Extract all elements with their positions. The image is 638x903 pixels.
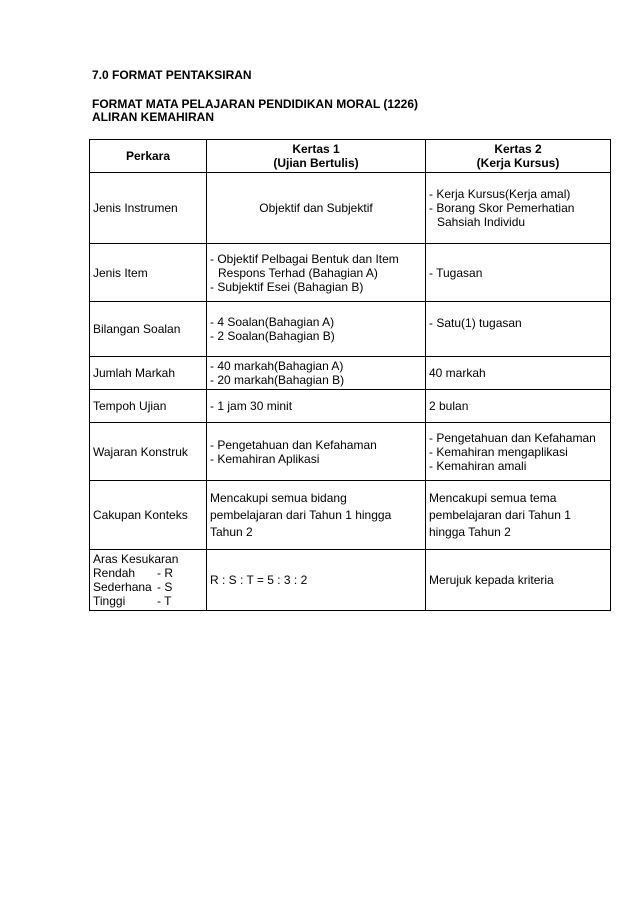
kertas-2-cell [426, 173, 611, 244]
table-row [90, 423, 611, 481]
stream-title: ALIRAN KEMAHIRAN [92, 110, 214, 124]
list-item: - 20 markah(Bahagian B) [210, 373, 422, 387]
row-label-aras [90, 550, 207, 611]
list-item: - 1 jam 30 minit [210, 399, 422, 413]
table-header-row [90, 140, 611, 173]
kertas-1-list [210, 359, 422, 387]
list-item: - 4 Soalan(Bahagian A) [210, 315, 422, 329]
row-label: Cakupan Konteks [90, 481, 207, 550]
kertas-2-list [429, 431, 607, 473]
aras-level-sederhana [93, 580, 203, 594]
table-row [90, 357, 611, 390]
aras-level-name: Rendah [93, 566, 136, 580]
row-label: Jumlah Markah [90, 357, 207, 390]
header-kertas-2-title: Kertas 2 [494, 142, 542, 156]
list-item: - Satu(1) tugasan [429, 316, 607, 330]
aras-level-name: Tinggi [93, 594, 126, 608]
header-kertas-1-subtitle: (Ujian Bertulis) [273, 156, 359, 170]
aras-title: Aras Kesukaran [93, 552, 179, 566]
aras-level-code: - S [157, 580, 173, 594]
list-item: - Objektif Pelbagai Bentuk dan Item Respons Terhad (Bahagian A) [210, 252, 422, 280]
header-kertas-1-title: Kertas 1 [292, 142, 340, 156]
table-row [90, 390, 611, 423]
assessment-format-table [89, 139, 611, 611]
section-title: 7.0 FORMAT PENTAKSIRAN [92, 68, 252, 82]
kertas-2-cell: 2 bulan [426, 390, 611, 423]
aras-level-name: Sederhana [93, 580, 152, 594]
kertas-1-cell [207, 244, 426, 302]
kertas-1-list [210, 252, 422, 294]
kertas-2-cell: Mencakupi semua tema pembelajaran dari Tahun 1 hingga Tahun 2 [426, 481, 611, 550]
list-item: - Pengetahuan dan Kefahaman [429, 431, 607, 445]
row-label: Tempoh Ujian [90, 390, 207, 423]
kertas-1-cell: Objektif dan Subjektif [207, 173, 426, 244]
header-kertas-1 [207, 140, 426, 173]
list-item: - 40 markah(Bahagian A) [210, 359, 422, 373]
list-item: - Kerja Kursus(Kerja amal) [429, 187, 607, 201]
kertas-2-list [429, 316, 607, 330]
table-row [90, 173, 611, 244]
header-kertas-2 [426, 140, 611, 173]
kertas-2-list [429, 266, 607, 280]
aras-level-code: - R [157, 566, 173, 580]
table-row [90, 244, 611, 302]
kertas-1-list [210, 315, 422, 343]
kertas-1-cell: Mencakupi semua bidang pembelajaran dari Tahun 1 hingga Tahun 2 [207, 481, 426, 550]
kertas-2-cell [426, 302, 611, 357]
kertas-1-list [210, 438, 422, 466]
kertas-1-cell [207, 390, 426, 423]
kertas-2-cell [426, 244, 611, 302]
header-perkara [90, 140, 207, 173]
row-label: Wajaran Konstruk [90, 423, 207, 481]
aras-level-tinggi [93, 594, 203, 608]
list-item: - Pengetahuan dan Kefahaman [210, 438, 422, 452]
aras-level-code: - T [157, 594, 172, 608]
list-item: - Kemahiran mengaplikasi [429, 445, 607, 459]
row-label: Jenis Item [90, 244, 207, 302]
table-row [90, 481, 611, 550]
list-item: - Borang Skor Pemerhatian Sahsiah Individu [429, 201, 607, 229]
kertas-1-cell [207, 423, 426, 481]
table-row [90, 550, 611, 611]
list-item: - Tugasan [429, 266, 607, 280]
kertas-1-list [210, 399, 422, 413]
row-label: Jenis Instrumen [90, 173, 207, 244]
list-item: - 2 Soalan(Bahagian B) [210, 329, 422, 343]
subject-title: FORMAT MATA PELAJARAN PENDIDIKAN MORAL (1226) [92, 97, 419, 111]
kertas-2-cell [426, 423, 611, 481]
row-label: Bilangan Soalan [90, 302, 207, 357]
table-row [90, 302, 611, 357]
kertas-1-cell: R : S : T = 5 : 3 : 2 [207, 550, 426, 611]
list-item: - Kemahiran amali [429, 459, 607, 473]
kertas-2-list [429, 187, 607, 229]
list-item: - Subjektif Esei (Bahagian B) [210, 280, 422, 294]
kertas-1-cell [207, 357, 426, 390]
header-kertas-2-subtitle: (Kerja Kursus) [476, 156, 560, 170]
kertas-2-cell: Merujuk kepada kriteria [426, 550, 611, 611]
aras-level-rendah [93, 566, 203, 580]
header-perkara-label: Perkara [125, 149, 171, 163]
kertas-2-cell: 40 markah [426, 357, 611, 390]
list-item: - Kemahiran Aplikasi [210, 452, 422, 466]
kertas-1-cell [207, 302, 426, 357]
